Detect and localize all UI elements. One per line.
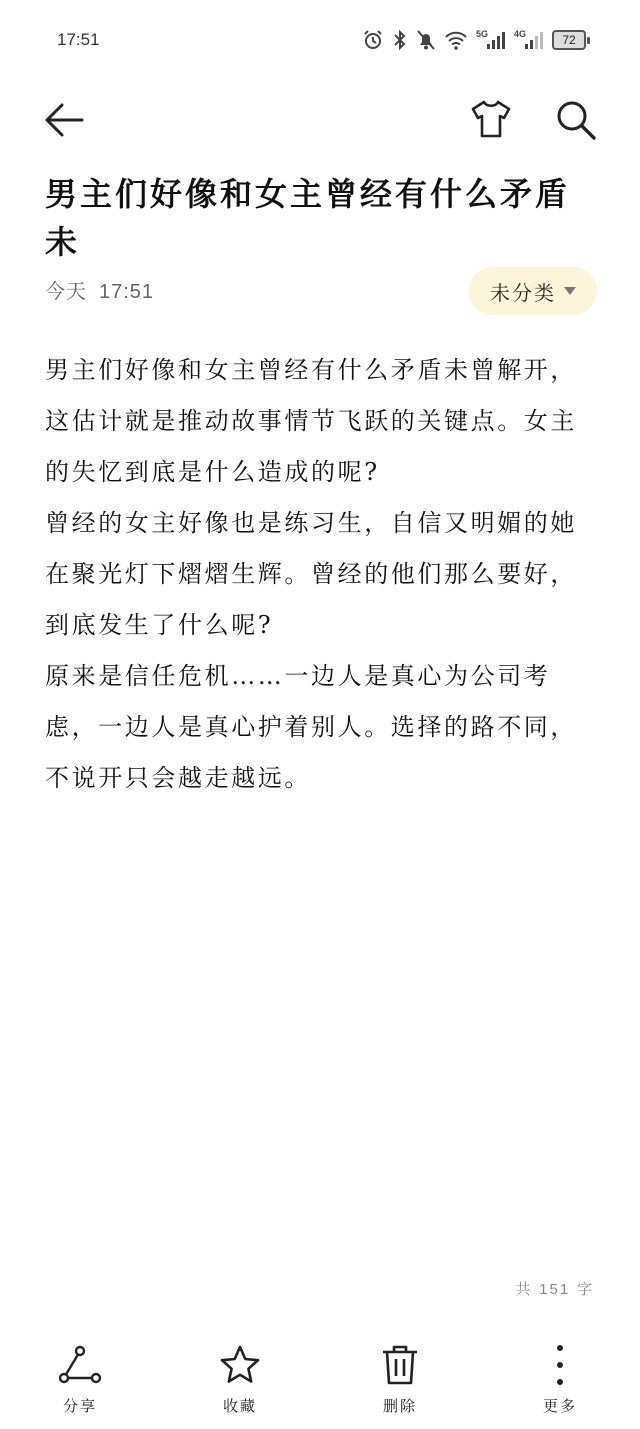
caret-down-icon [564, 287, 576, 295]
trash-icon [381, 1344, 419, 1386]
arrow-left-icon [44, 102, 84, 138]
signal-4g-icon: 4G [514, 28, 544, 52]
note-paragraph: 男主们好像和女主曾经有什么矛盾未曾解开，这估计就是推动故事情节飞跃的关键点。女主的失忆到底是什么造成的呢? [45, 356, 577, 486]
alarm-icon [362, 28, 384, 52]
more-label: 更多 [542, 1397, 577, 1415]
battery-indicator: 72 [552, 30, 586, 50]
bottom-toolbar [0, 1335, 640, 1429]
favorite-label: 收藏 [222, 1397, 257, 1415]
note-paragraph: 原来是信任危机……一边人是真心为公司考虑，一边人是真心护着别人。选择的路不同，不说开只会越走越远。 [45, 662, 577, 792]
status-time: 17:51 [57, 30, 100, 49]
note-title[interactable]: 男主们好像和女主曾经有什么矛盾未 [45, 175, 571, 261]
star-icon [219, 1345, 261, 1385]
status-bar [0, 0, 640, 80]
wifi-icon [444, 28, 468, 52]
word-count: 共 151 字 [515, 1280, 594, 1298]
note-body[interactable] [45, 345, 595, 804]
share-label: 分享 [62, 1397, 97, 1415]
delete-label: 删除 [382, 1397, 417, 1415]
top-app-bar [0, 80, 640, 160]
signal-5g-icon: 5G [476, 28, 506, 52]
favorite-button[interactable] [190, 1335, 290, 1425]
tshirt-icon [470, 99, 512, 139]
search-button[interactable] [552, 96, 600, 144]
bell-muted-icon [416, 28, 436, 52]
back-button[interactable] [40, 98, 88, 142]
category-dropdown[interactable] [469, 267, 597, 315]
bluetooth-icon [392, 28, 408, 52]
share-icon [58, 1345, 102, 1385]
more-vertical-icon [554, 1344, 566, 1386]
note-time: 17:51 [99, 281, 155, 303]
note-meta [45, 275, 154, 304]
share-button[interactable] [30, 1335, 130, 1425]
more-button[interactable] [510, 1335, 610, 1425]
search-icon [555, 99, 597, 141]
delete-button[interactable] [350, 1335, 450, 1425]
status-icons [362, 26, 586, 54]
theme-button[interactable] [468, 96, 514, 142]
note-date: 今天 [45, 279, 87, 303]
category-label: 未分类 [490, 280, 556, 305]
note-paragraph: 曾经的女主好像也是练习生，自信又明媚的她在聚光灯下熠熠生辉。曾经的他们那么要好，到底发生了什么呢? [45, 509, 577, 639]
